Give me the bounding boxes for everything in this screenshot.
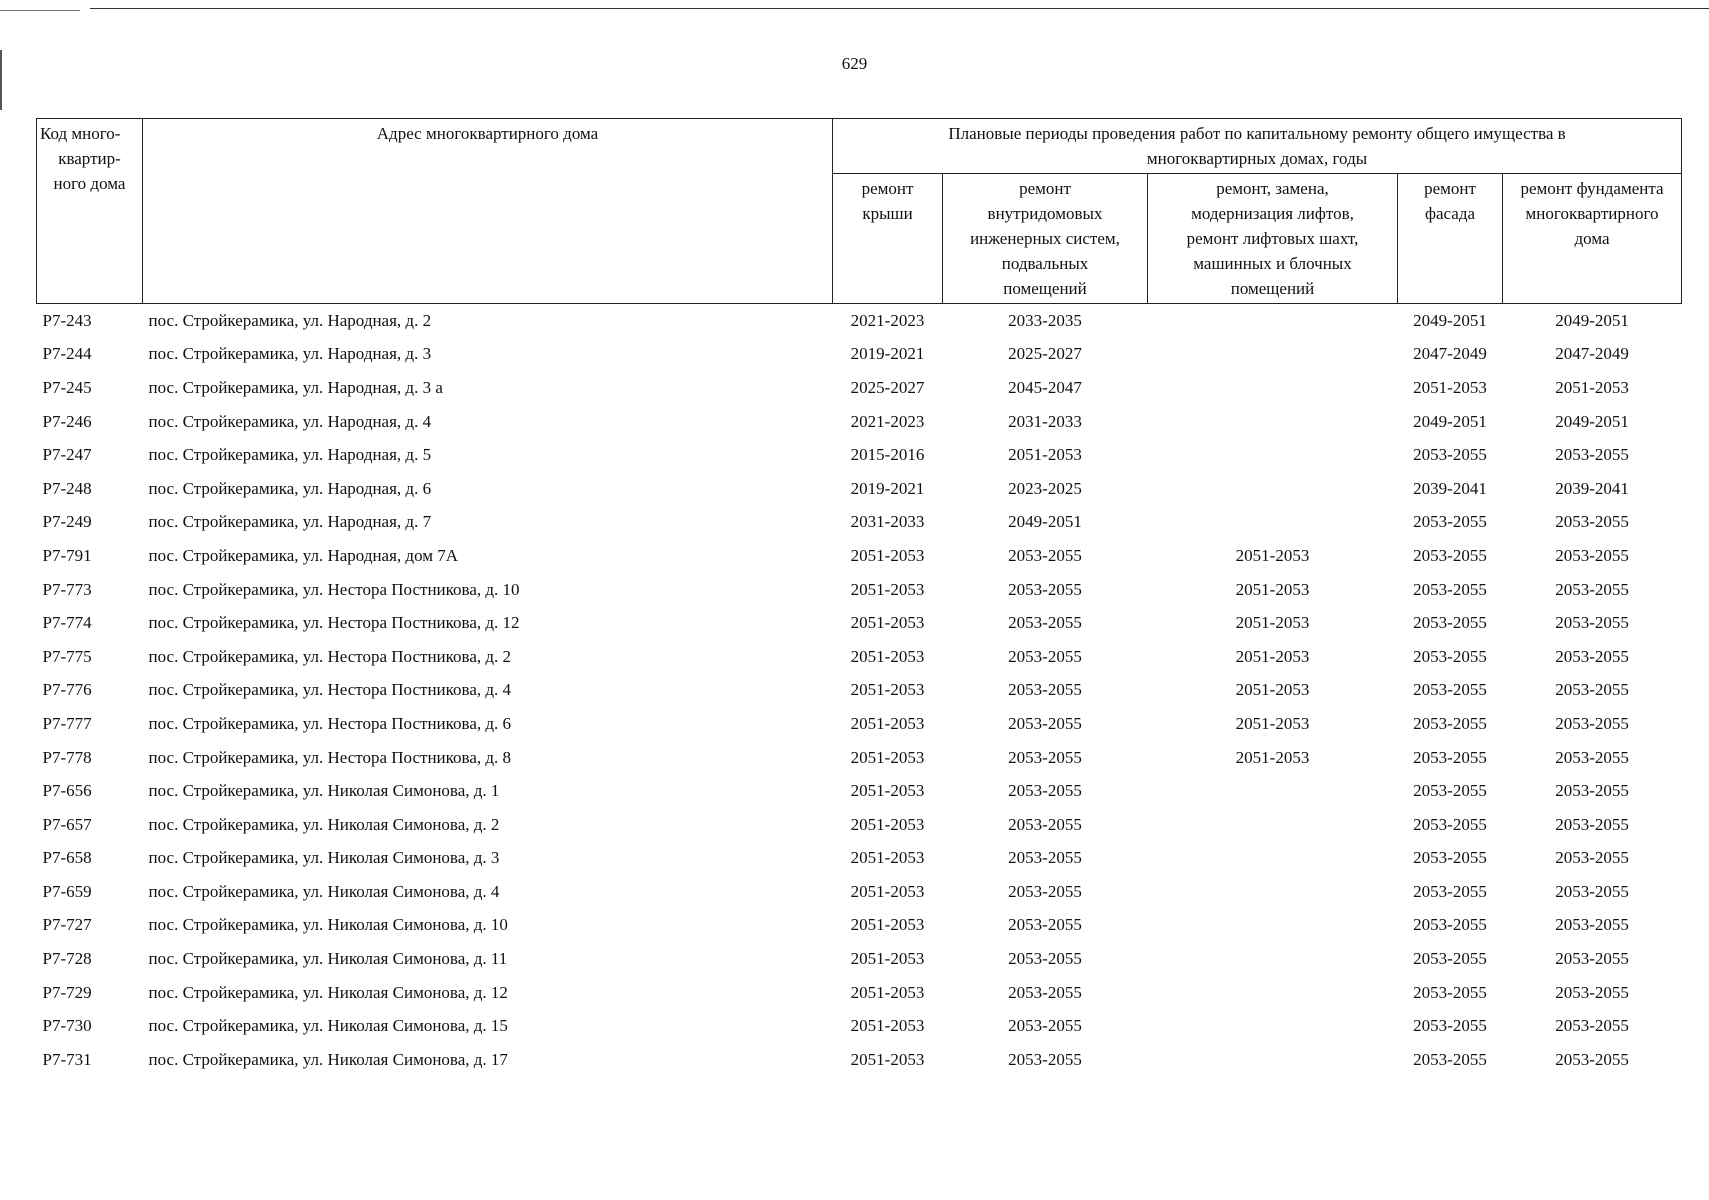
table-row <box>37 438 1682 472</box>
cell-foundation: 2053-2055 <box>1555 613 1629 633</box>
cell-facade: 2053-2055 <box>1413 915 1487 935</box>
cell-roof: 2051-2053 <box>850 881 925 901</box>
cell-address: пос. Стройкерамика, ул. Николая Симонова, д. 3 <box>148 848 500 868</box>
cell-systems: 2053-2055 <box>1008 680 1082 700</box>
cell-code: Р7-778 <box>42 747 92 767</box>
cell-facade: 2053-2055 <box>1413 646 1487 666</box>
cell-lifts <box>1148 808 1398 842</box>
cell-foundation: 2053-2055 <box>1555 680 1629 700</box>
cell-code: Р7-244 <box>42 344 92 364</box>
cell-facade: 2053-2055 <box>1413 680 1487 700</box>
cell-systems: 2053-2055 <box>1008 949 1082 969</box>
cell-foundation: 2039-2041 <box>1555 478 1629 498</box>
cell-code: Р7-657 <box>42 814 92 834</box>
cell-code: Р7-777 <box>42 713 92 733</box>
cell-systems: 2053-2055 <box>1008 848 1082 868</box>
cell-systems: 2023-2025 <box>1008 478 1082 498</box>
cell-foundation: 2053-2055 <box>1555 848 1629 868</box>
cell-facade: 2053-2055 <box>1413 814 1487 834</box>
cell-code: Р7-731 <box>42 1049 92 1069</box>
cell-roof: 2051-2053 <box>850 713 925 733</box>
cell-foundation: 2053-2055 <box>1555 1016 1629 1036</box>
table-row <box>37 304 1682 338</box>
cell-code: Р7-728 <box>42 949 92 969</box>
table-row <box>37 371 1682 405</box>
cell-facade: 2053-2055 <box>1413 445 1487 465</box>
cell-foundation: 2053-2055 <box>1555 881 1629 901</box>
cell-foundation: 2053-2055 <box>1555 915 1629 935</box>
cell-code: Р7-776 <box>42 680 92 700</box>
cell-code: Р7-730 <box>42 1016 92 1036</box>
cell-facade: 2053-2055 <box>1413 982 1487 1002</box>
cell-systems: 2053-2055 <box>1008 545 1082 565</box>
cell-lifts <box>1148 1043 1398 1077</box>
cell-roof: 2051-2053 <box>850 1016 925 1036</box>
cell-address: пос. Стройкерамика, ул. Народная, дом 7А <box>148 545 459 565</box>
cell-facade: 2053-2055 <box>1413 949 1487 969</box>
cell-foundation: 2053-2055 <box>1555 445 1629 465</box>
cell-lifts <box>1148 304 1398 338</box>
cell-foundation: 2053-2055 <box>1555 646 1629 666</box>
cell-lifts <box>1148 842 1398 876</box>
table-row <box>37 774 1682 808</box>
cell-lifts <box>1148 506 1398 540</box>
cell-facade: 2053-2055 <box>1413 579 1487 599</box>
top-rule-left <box>0 10 80 11</box>
cell-foundation: 2053-2055 <box>1555 1049 1629 1069</box>
cell-address: пос. Стройкерамика, ул. Нестора Постникова, д. 12 <box>148 613 520 633</box>
cell-lifts: 2051-2053 <box>1235 613 1310 633</box>
cell-roof: 2051-2053 <box>850 613 925 633</box>
table-row <box>37 842 1682 876</box>
cell-systems: 2053-2055 <box>1008 781 1082 801</box>
cell-code: Р7-656 <box>42 781 92 801</box>
cell-code: Р7-774 <box>42 613 92 633</box>
cell-lifts <box>1148 1009 1398 1043</box>
cell-roof: 2015-2016 <box>850 445 925 465</box>
table-row <box>37 640 1682 674</box>
cell-code: Р7-246 <box>42 411 92 431</box>
cell-roof: 2051-2053 <box>850 680 925 700</box>
cell-systems: 2051-2053 <box>1008 445 1082 465</box>
cell-roof: 2019-2021 <box>850 344 925 364</box>
cell-systems: 2053-2055 <box>1008 881 1082 901</box>
cell-address: пос. Стройкерамика, ул. Народная, д. 6 <box>148 478 432 498</box>
cell-foundation: 2047-2049 <box>1555 344 1629 364</box>
cell-foundation: 2053-2055 <box>1555 781 1629 801</box>
cell-code: Р7-791 <box>42 545 92 565</box>
table-row <box>37 573 1682 607</box>
page-number: 629 <box>841 54 868 73</box>
cell-code: Р7-727 <box>42 915 92 935</box>
table-row <box>37 942 1682 976</box>
header-periods: Плановые периоды проведения работ по капитальному ремонту общего имущества в многоквартирных домах, годы <box>833 119 1682 174</box>
cell-roof: 2051-2053 <box>850 579 925 599</box>
cell-lifts <box>1148 774 1398 808</box>
cell-foundation: 2051-2053 <box>1555 377 1629 397</box>
cell-foundation: 2053-2055 <box>1555 814 1629 834</box>
cell-code: Р7-773 <box>42 579 92 599</box>
cell-foundation: 2053-2055 <box>1555 747 1629 767</box>
cell-address: пос. Стройкерамика, ул. Нестора Постникова, д. 10 <box>148 579 520 599</box>
cell-address: пос. Стройкерамика, ул. Николая Симонова, д. 1 <box>148 781 500 801</box>
cell-roof: 2051-2053 <box>850 848 925 868</box>
cell-address: пос. Стройкерамика, ул. Нестора Постникова, д. 4 <box>148 680 512 700</box>
cell-address: пос. Стройкерамика, ул. Народная, д. 3 <box>148 344 432 364</box>
table-row <box>37 741 1682 775</box>
cell-facade: 2053-2055 <box>1413 848 1487 868</box>
cell-code: Р7-659 <box>42 881 92 901</box>
cell-address: пос. Стройкерамика, ул. Народная, д. 7 <box>148 512 432 532</box>
cell-roof: 2025-2027 <box>850 377 925 397</box>
table-row <box>37 1009 1682 1043</box>
header-address: Адрес многоквартирного дома <box>143 119 833 304</box>
cell-address: пос. Стройкерамика, ул. Николая Симонова, д. 17 <box>148 1049 508 1069</box>
cell-roof: 2021-2023 <box>850 310 925 330</box>
cell-lifts: 2051-2053 <box>1235 646 1310 666</box>
cell-code: Р7-729 <box>42 982 92 1002</box>
cell-systems: 2053-2055 <box>1008 646 1082 666</box>
cell-foundation: 2053-2055 <box>1555 982 1629 1002</box>
header-foundation: ремонт фундамента многоквартирного дома <box>1503 174 1682 304</box>
cell-address: пос. Стройкерамика, ул. Нестора Постникова, д. 8 <box>148 747 512 767</box>
table-row <box>37 338 1682 372</box>
cell-lifts <box>1148 338 1398 372</box>
cell-systems: 2031-2033 <box>1008 411 1082 431</box>
cell-lifts <box>1148 909 1398 943</box>
cell-facade: 2049-2051 <box>1413 411 1487 431</box>
table-row <box>37 808 1682 842</box>
cell-roof: 2051-2053 <box>850 814 925 834</box>
cell-address: пос. Стройкерамика, ул. Николая Симонова, д. 4 <box>148 881 500 901</box>
cell-roof: 2021-2023 <box>850 411 925 431</box>
cell-address: пос. Стройкерамика, ул. Народная, д. 5 <box>148 445 432 465</box>
table-row <box>37 405 1682 439</box>
cell-foundation: 2053-2055 <box>1555 512 1629 532</box>
cell-systems: 2053-2055 <box>1008 579 1082 599</box>
cell-foundation: 2049-2051 <box>1555 310 1629 330</box>
cell-foundation: 2053-2055 <box>1555 713 1629 733</box>
cell-lifts <box>1148 371 1398 405</box>
table-row <box>37 909 1682 943</box>
cell-address: пос. Стройкерамика, ул. Николая Симонова, д. 2 <box>148 814 500 834</box>
table-row <box>37 539 1682 573</box>
cell-systems: 2053-2055 <box>1008 982 1082 1002</box>
cell-address: пос. Стройкерамика, ул. Народная, д. 3 а <box>148 377 443 397</box>
cell-address: пос. Стройкерамика, ул. Николая Симонова, д. 11 <box>148 949 508 969</box>
cell-facade: 2053-2055 <box>1413 545 1487 565</box>
cell-code: Р7-249 <box>42 512 92 532</box>
cell-facade: 2053-2055 <box>1413 613 1487 633</box>
cell-address: пос. Стройкерамика, ул. Нестора Постникова, д. 2 <box>148 646 512 666</box>
cell-roof: 2031-2033 <box>850 512 925 532</box>
cell-code: Р7-775 <box>42 646 92 666</box>
cell-code: Р7-243 <box>42 310 92 330</box>
cell-address: пос. Стройкерамика, ул. Нестора Постникова, д. 6 <box>148 713 512 733</box>
cell-lifts <box>1148 875 1398 909</box>
cell-facade: 2053-2055 <box>1413 881 1487 901</box>
cell-address: пос. Стройкерамика, ул. Народная, д. 2 <box>148 310 432 330</box>
cell-lifts: 2051-2053 <box>1235 579 1310 599</box>
cell-facade: 2047-2049 <box>1413 344 1487 364</box>
cell-facade: 2039-2041 <box>1413 478 1487 498</box>
cell-systems: 2053-2055 <box>1008 814 1082 834</box>
cell-lifts <box>1148 405 1398 439</box>
cell-systems: 2053-2055 <box>1008 1016 1082 1036</box>
cell-code: Р7-245 <box>42 377 92 397</box>
cell-roof: 2051-2053 <box>850 747 925 767</box>
cell-roof: 2051-2053 <box>850 1049 925 1069</box>
table-row <box>37 707 1682 741</box>
cell-facade: 2051-2053 <box>1413 377 1487 397</box>
cell-systems: 2033-2035 <box>1008 310 1082 330</box>
cell-facade: 2053-2055 <box>1413 1016 1487 1036</box>
cell-lifts <box>1148 472 1398 506</box>
header-code: Код много- квартир- ного дома <box>37 119 143 304</box>
cell-systems: 2053-2055 <box>1008 915 1082 935</box>
cell-facade: 2053-2055 <box>1413 1049 1487 1069</box>
cell-roof: 2051-2053 <box>850 949 925 969</box>
top-rule <box>90 8 1709 9</box>
cell-systems: 2025-2027 <box>1008 344 1082 364</box>
cell-systems: 2045-2047 <box>1008 377 1082 397</box>
cell-systems: 2053-2055 <box>1008 713 1082 733</box>
cell-foundation: 2053-2055 <box>1555 949 1629 969</box>
cell-lifts <box>1148 438 1398 472</box>
cell-foundation: 2053-2055 <box>1555 579 1629 599</box>
cell-code: Р7-658 <box>42 848 92 868</box>
cell-lifts: 2051-2053 <box>1235 713 1310 733</box>
cell-roof: 2051-2053 <box>850 646 925 666</box>
cell-facade: 2049-2051 <box>1413 310 1487 330</box>
cell-lifts <box>1148 942 1398 976</box>
cell-address: пос. Стройкерамика, ул. Народная, д. 4 <box>148 411 432 431</box>
capital-repair-table <box>36 118 1682 1077</box>
cell-lifts: 2051-2053 <box>1235 680 1310 700</box>
table-row <box>37 606 1682 640</box>
cell-systems: 2053-2055 <box>1008 747 1082 767</box>
cell-roof: 2051-2053 <box>850 545 925 565</box>
table-row <box>37 674 1682 708</box>
cell-code: Р7-248 <box>42 478 92 498</box>
table-row <box>37 506 1682 540</box>
cell-address: пос. Стройкерамика, ул. Николая Симонова, д. 15 <box>148 1016 508 1036</box>
cell-facade: 2053-2055 <box>1413 781 1487 801</box>
cell-systems: 2053-2055 <box>1008 1049 1082 1069</box>
table-row <box>37 976 1682 1010</box>
cell-facade: 2053-2055 <box>1413 713 1487 733</box>
header-roof: ремонт крыши <box>833 174 943 304</box>
cell-lifts: 2051-2053 <box>1235 545 1310 565</box>
cell-systems: 2049-2051 <box>1008 512 1082 532</box>
cell-address: пос. Стройкерамика, ул. Николая Симонова, д. 10 <box>148 915 508 935</box>
cell-facade: 2053-2055 <box>1413 512 1487 532</box>
table-row <box>37 875 1682 909</box>
cell-roof: 2019-2021 <box>850 478 925 498</box>
cell-foundation: 2053-2055 <box>1555 545 1629 565</box>
header-facade: ремонт фасада <box>1398 174 1503 304</box>
cell-roof: 2051-2053 <box>850 982 925 1002</box>
header-systems: ремонт внутридомовых инженерных систем, подвальных помещений <box>943 174 1148 304</box>
table-row <box>37 1043 1682 1077</box>
header-lifts: ремонт, замена, модернизация лифтов, ремонт лифтовых шахт, машинных и блочных помещений <box>1148 174 1398 304</box>
table-row <box>37 472 1682 506</box>
cell-roof: 2051-2053 <box>850 915 925 935</box>
cell-roof: 2051-2053 <box>850 781 925 801</box>
cell-systems: 2053-2055 <box>1008 613 1082 633</box>
cell-facade: 2053-2055 <box>1413 747 1487 767</box>
cell-lifts: 2051-2053 <box>1235 747 1310 767</box>
cell-foundation: 2049-2051 <box>1555 411 1629 431</box>
cell-address: пос. Стройкерамика, ул. Николая Симонова, д. 12 <box>148 982 508 1002</box>
cell-code: Р7-247 <box>42 445 92 465</box>
cell-lifts <box>1148 976 1398 1010</box>
